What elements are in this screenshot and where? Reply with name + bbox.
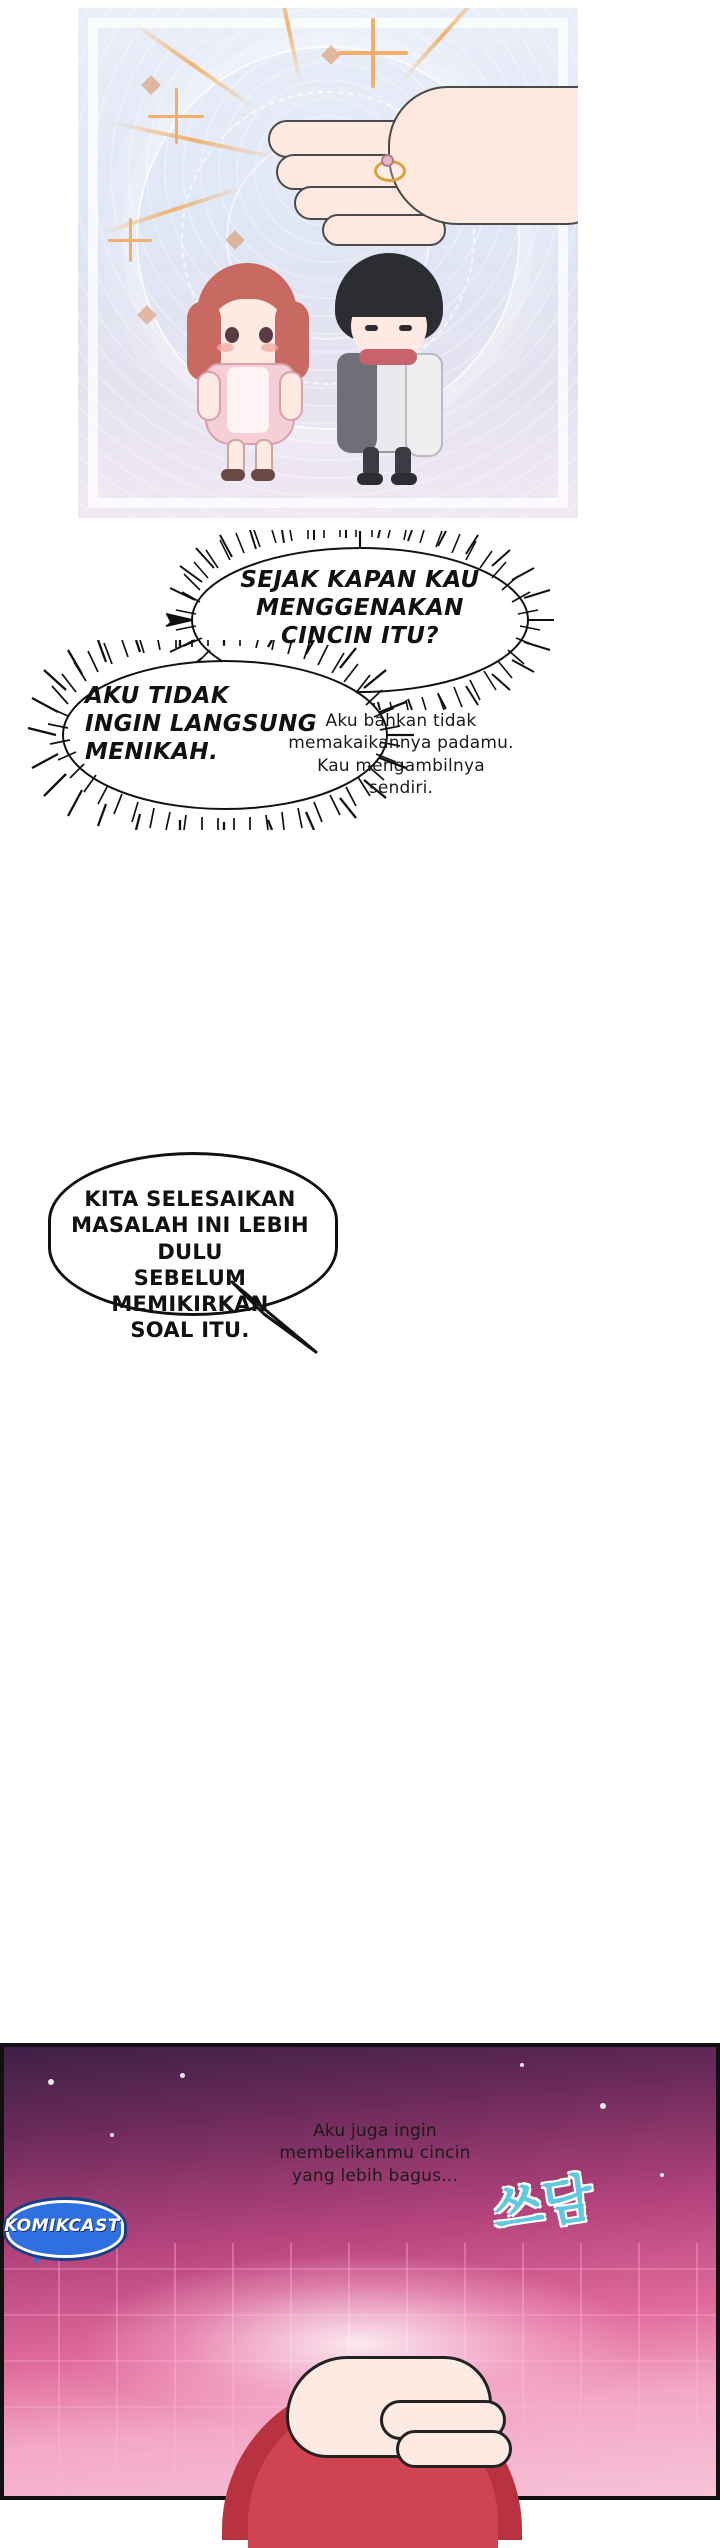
bubble-3-line-4: SOAL ITU. <box>130 1318 250 1343</box>
bubble-3-text <box>56 1186 324 1344</box>
boy-fringe <box>343 281 439 317</box>
girl-shoe <box>221 469 245 481</box>
boy-coat-right <box>405 353 443 457</box>
note-2-line-1: Aku juga ingin <box>313 2121 437 2141</box>
girl-blush <box>217 343 234 352</box>
boy-eye <box>399 325 412 331</box>
boy-shoe <box>357 473 383 485</box>
boy-eye <box>365 325 378 331</box>
panel-magic-circle <box>78 8 578 518</box>
boy-shoe <box>391 473 417 485</box>
girl-apron <box>227 367 269 433</box>
bubble-1-line-2: MENGGENAKAN <box>256 595 464 622</box>
bubble-3-line-1: KITA SELESAIKAN <box>84 1187 296 1211</box>
sfx-korean-text: 쓰담 <box>489 2168 597 2242</box>
boy-coat-left <box>337 353 377 453</box>
note-1-line-3: Kau mengambilnya <box>317 755 485 776</box>
star-sparkle-icon <box>108 218 152 262</box>
bubble-3-line-3: SEBELUM MEMIKIRKAN <box>111 1265 269 1316</box>
finger <box>322 214 446 246</box>
patting-finger <box>396 2430 512 2468</box>
girl-eye <box>225 327 239 343</box>
note-1-line-1: Aku bahkan tidak <box>325 711 477 731</box>
chibi-boy <box>323 253 458 488</box>
note-1-line-2: memakaikannya padamu. <box>288 733 514 754</box>
note-2-line-3: yang lebih bagus... <box>292 2165 458 2186</box>
girl-eye <box>259 327 273 343</box>
bubble-2-line-2: INGIN LANGSUNG <box>85 711 318 738</box>
site-logo[interactable] <box>6 2200 126 2270</box>
hand-with-ring <box>268 68 578 258</box>
girl-arm <box>279 371 303 421</box>
logo-text: KOMIKCAST <box>4 2216 120 2236</box>
palm <box>388 86 578 225</box>
bubble-1-line-3: CINCIN ITU? <box>280 623 440 650</box>
note-1-line-4: sendiri. <box>368 778 434 799</box>
note-2-line-2: membelikanmu cincin <box>279 2143 471 2164</box>
star-sparkle-icon <box>148 88 204 144</box>
boy-scarf <box>359 349 417 365</box>
bubble-2-line-1: AKU TIDAK <box>85 683 230 709</box>
handwritten-note-1 <box>276 710 526 800</box>
bubble-2-line-3: MENIKAH. <box>85 739 219 766</box>
bubble-1-line-1: SEJAK KAPAN KAU <box>240 567 480 593</box>
bubble-3-line-2: MASALAH INI LEBIH DULU <box>71 1213 309 1264</box>
ring-gem-icon <box>381 154 394 167</box>
girl-blush <box>261 343 278 352</box>
chibi-girl <box>183 263 313 488</box>
girl-shoe <box>251 469 275 481</box>
bubble-1-text <box>200 566 520 650</box>
handwritten-note-2 <box>255 2120 495 2187</box>
girl-arm <box>197 371 221 421</box>
